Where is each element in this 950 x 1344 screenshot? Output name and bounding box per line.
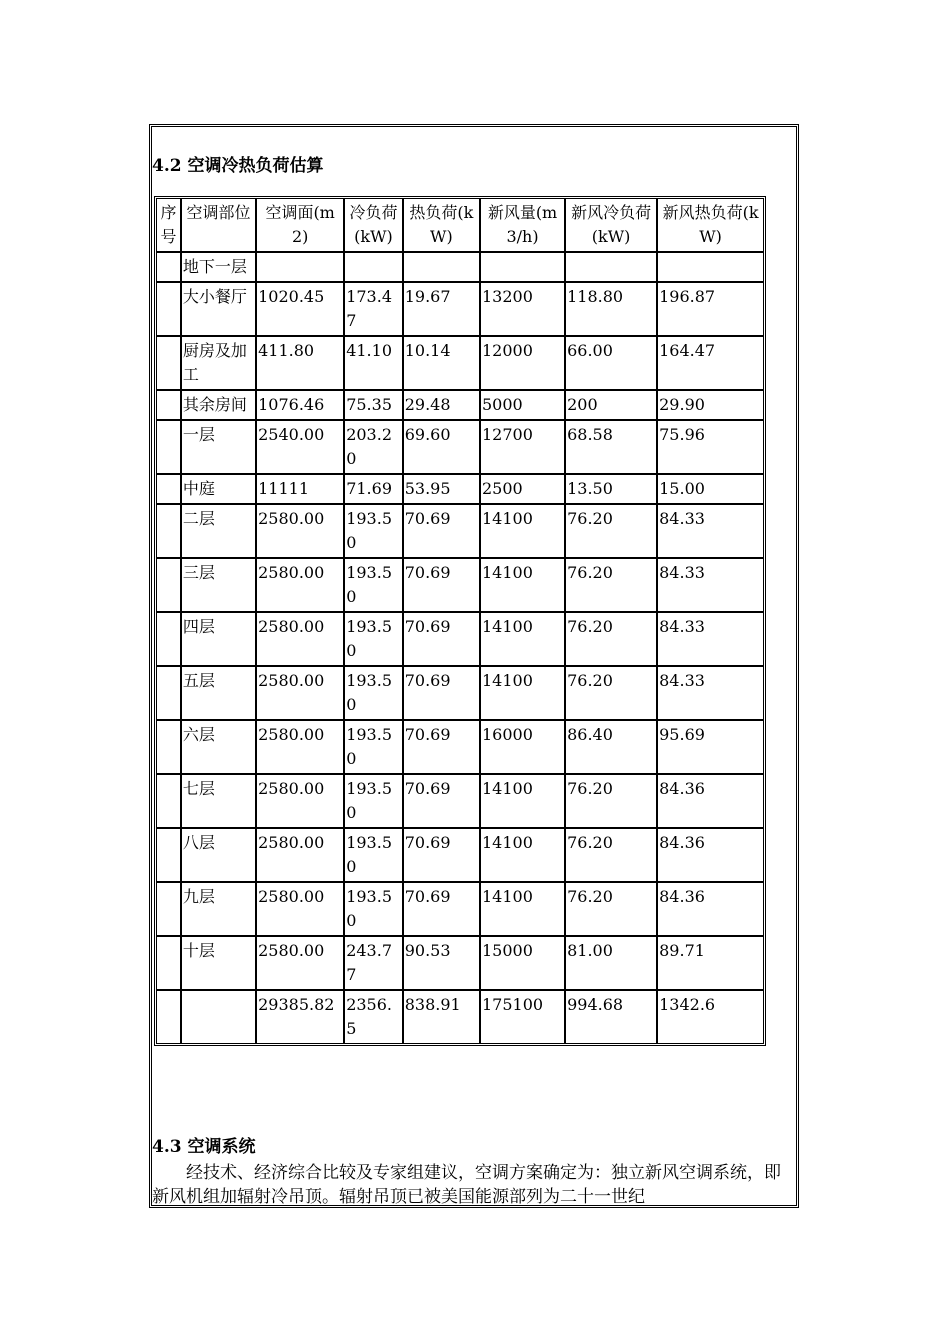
table-cell: 1342.6 bbox=[659, 995, 716, 1014]
table-cell: 41.10 bbox=[345, 337, 404, 391]
table-cell: 2580.00 bbox=[257, 937, 345, 991]
table-cell: 14100 bbox=[481, 559, 566, 613]
table-cell bbox=[157, 421, 182, 475]
header-cell: 空调面(m2) bbox=[257, 199, 345, 253]
table-cell bbox=[404, 253, 481, 283]
table-cell: 71.69 bbox=[345, 475, 404, 505]
table-cell: 29.90 bbox=[658, 391, 763, 421]
table-cell: 84.36 bbox=[658, 829, 763, 883]
table-cell: 175100 bbox=[481, 991, 566, 1043]
table-cell: 14100 bbox=[481, 667, 566, 721]
table-cell: 19.67 bbox=[404, 283, 481, 337]
table-cell: 70.69 bbox=[404, 721, 481, 775]
table-cell: 其余房间 bbox=[182, 391, 257, 421]
table-cell bbox=[157, 559, 182, 613]
table-cell: 203.20 bbox=[345, 421, 404, 475]
table-cell: 中庭 bbox=[182, 475, 257, 505]
table-cell: 193.50 bbox=[345, 559, 404, 613]
table-cell: 86.40 bbox=[566, 721, 658, 775]
table-cell: 2356.5 bbox=[345, 991, 404, 1043]
table-row bbox=[157, 937, 763, 991]
table-cell: 2580.00 bbox=[257, 883, 345, 937]
table-cell: 53.95 bbox=[404, 475, 481, 505]
table-cell: 75.35 bbox=[345, 391, 404, 421]
table-cell: 地下一层 bbox=[182, 253, 257, 283]
header-cell: 新风冷负荷(kW) bbox=[566, 199, 658, 253]
table-cell: 1020.45 bbox=[257, 283, 345, 337]
table-cell: 70.69 bbox=[404, 829, 481, 883]
table-cell: 193.50 bbox=[345, 721, 404, 775]
header-cell: 冷负荷(kW) bbox=[345, 199, 404, 253]
table-cell: 16000 bbox=[481, 721, 566, 775]
table-cell: 15.00 bbox=[658, 475, 763, 505]
table-cell: 12700 bbox=[481, 421, 566, 475]
table-cell: 84.33 bbox=[658, 505, 763, 559]
table-cell: 193.50 bbox=[345, 829, 404, 883]
table-cell: 八层 bbox=[182, 829, 257, 883]
table-cell bbox=[157, 475, 182, 505]
table-cell: 76.20 bbox=[566, 775, 658, 829]
table-cell: 994.68 bbox=[566, 991, 658, 1043]
table-row bbox=[157, 721, 763, 775]
table-row bbox=[157, 505, 763, 559]
table-cell bbox=[257, 253, 345, 283]
table-cell: 12000 bbox=[481, 337, 566, 391]
table-cell bbox=[157, 667, 182, 721]
table-cell bbox=[157, 883, 182, 937]
table-cell bbox=[157, 337, 182, 391]
table-cell: 118.80 bbox=[566, 283, 658, 337]
table-cell bbox=[481, 253, 566, 283]
table-cell: 14100 bbox=[481, 829, 566, 883]
table-cell: 164.47 bbox=[658, 337, 763, 391]
table-cell: 193.50 bbox=[345, 505, 404, 559]
table-cell: 70.69 bbox=[404, 559, 481, 613]
table-cell bbox=[658, 253, 763, 283]
table-cell bbox=[345, 253, 404, 283]
table-cell: 一层 bbox=[182, 421, 257, 475]
table-row bbox=[157, 337, 763, 391]
table-cell: 200 bbox=[566, 391, 658, 421]
header-cell: 空调部位 bbox=[182, 199, 257, 253]
table-cell: 838.91 bbox=[404, 991, 481, 1043]
table-cell: 三层 bbox=[182, 559, 257, 613]
table-cell: 196.87 bbox=[658, 283, 763, 337]
table-cell: 76.20 bbox=[566, 667, 658, 721]
table-cell: 70.69 bbox=[404, 667, 481, 721]
table-row bbox=[157, 283, 763, 337]
table-row bbox=[157, 667, 763, 721]
table-cell: 五层 bbox=[182, 667, 257, 721]
table-cell: 10.14 bbox=[404, 337, 481, 391]
header-cell: 序号 bbox=[157, 199, 182, 253]
table-cell: 2580.00 bbox=[257, 775, 345, 829]
section-heading-4-2: 4.2 空调冷热负荷估算 bbox=[152, 156, 324, 176]
body-paragraph: 经技术、经济综合比较及专家组建议，空调方案确定为：独立新风空调系统，即新风机组加辐射冷吊顶。辐射吊顶已被美国能源部列为二十一世纪 bbox=[152, 1163, 781, 1207]
table-cell: 2580.00 bbox=[257, 505, 345, 559]
table-cell bbox=[182, 991, 257, 1043]
table-cell: 173.47 bbox=[345, 283, 404, 337]
table-cell bbox=[157, 775, 182, 829]
table-cell: 四层 bbox=[182, 613, 257, 667]
table-cell: 二层 bbox=[182, 505, 257, 559]
table-cell bbox=[157, 937, 182, 991]
table-cell bbox=[157, 283, 182, 337]
table-cell bbox=[157, 391, 182, 421]
table-row bbox=[157, 421, 763, 475]
table-cell: 14100 bbox=[481, 883, 566, 937]
table-cell: 84.36 bbox=[658, 883, 763, 937]
table-row bbox=[157, 991, 763, 1043]
table-cell: 14100 bbox=[481, 775, 566, 829]
table-row bbox=[157, 613, 763, 667]
table-cell: 89.71 bbox=[658, 937, 763, 991]
table-cell: 厨房及加工 bbox=[182, 337, 257, 391]
table-cell: 2580.00 bbox=[257, 667, 345, 721]
load-estimate-table bbox=[154, 196, 766, 1046]
table-cell: 84.33 bbox=[658, 559, 763, 613]
table-cell: 2580.00 bbox=[257, 559, 345, 613]
table-cell bbox=[157, 829, 182, 883]
table-cell: 15000 bbox=[481, 937, 566, 991]
table-cell: 13200 bbox=[481, 283, 566, 337]
table-cell: 76.20 bbox=[566, 829, 658, 883]
table-cell: 七层 bbox=[182, 775, 257, 829]
section-heading-4-3: 4.3 空调系统 bbox=[152, 1137, 256, 1157]
table-cell: 76.20 bbox=[566, 883, 658, 937]
table-cell: 193.50 bbox=[345, 667, 404, 721]
table-cell: 193.50 bbox=[345, 883, 404, 937]
table-cell: 70.69 bbox=[404, 775, 481, 829]
table-cell: 76.20 bbox=[566, 505, 658, 559]
table-cell: 1076.46 bbox=[257, 391, 345, 421]
table-row bbox=[157, 559, 763, 613]
table-cell bbox=[157, 253, 182, 283]
table-cell: 70.69 bbox=[404, 883, 481, 937]
table-cell: 75.96 bbox=[658, 421, 763, 475]
table-row bbox=[157, 829, 763, 883]
table-row bbox=[157, 475, 763, 505]
table-cell: 70.69 bbox=[404, 505, 481, 559]
table-cell: 411.80 bbox=[257, 337, 345, 391]
table-cell: 13.50 bbox=[566, 475, 658, 505]
table-cell: 69.60 bbox=[404, 421, 481, 475]
table-cell: 九层 bbox=[182, 883, 257, 937]
table-cell: 29385.82 bbox=[257, 991, 345, 1043]
header-cell: 新风热负荷(kW) bbox=[658, 199, 763, 253]
table-cell: 六层 bbox=[182, 721, 257, 775]
table-cell: 2540.00 bbox=[257, 421, 345, 475]
table-cell: 14100 bbox=[481, 613, 566, 667]
table-cell: 84.33 bbox=[658, 667, 763, 721]
document-frame bbox=[149, 124, 799, 1208]
table-cell bbox=[157, 613, 182, 667]
table-row bbox=[157, 253, 763, 283]
table-cell: 11111 bbox=[257, 475, 345, 505]
table-cell: 193.50 bbox=[345, 613, 404, 667]
table-cell: 十层 bbox=[182, 937, 257, 991]
table-cell bbox=[566, 253, 658, 283]
table-cell: 95.69 bbox=[658, 721, 763, 775]
table-row bbox=[157, 391, 763, 421]
table-cell: 2580.00 bbox=[257, 721, 345, 775]
table-cell: 193.50 bbox=[345, 775, 404, 829]
table-cell: 70.69 bbox=[404, 613, 481, 667]
table-cell bbox=[157, 505, 182, 559]
table-cell bbox=[157, 721, 182, 775]
table-cell: 84.33 bbox=[658, 613, 763, 667]
table-cell: 大小餐厅 bbox=[182, 283, 257, 337]
table-header-row bbox=[157, 199, 763, 253]
table-cell: 29.48 bbox=[404, 391, 481, 421]
table-cell: 243.77 bbox=[345, 937, 404, 991]
table-cell: 84.36 bbox=[658, 775, 763, 829]
table-row bbox=[157, 775, 763, 829]
table-cell: 2580.00 bbox=[257, 613, 345, 667]
table-cell: 2580.00 bbox=[257, 829, 345, 883]
table-cell: 90.53 bbox=[404, 937, 481, 991]
table-row bbox=[157, 883, 763, 937]
table-cell: 5000 bbox=[481, 391, 566, 421]
table-cell: 14100 bbox=[481, 505, 566, 559]
table-cell: 76.20 bbox=[566, 613, 658, 667]
table-cell: 66.00 bbox=[566, 337, 658, 391]
header-cell: 新风量(m3/h) bbox=[481, 199, 566, 253]
table-cell bbox=[157, 991, 182, 1043]
table-cell: 2500 bbox=[481, 475, 566, 505]
header-cell: 热负荷(kW) bbox=[404, 199, 481, 253]
table-cell: 68.58 bbox=[566, 421, 658, 475]
table-cell: 81.00 bbox=[566, 937, 658, 991]
table-cell: 76.20 bbox=[566, 559, 658, 613]
